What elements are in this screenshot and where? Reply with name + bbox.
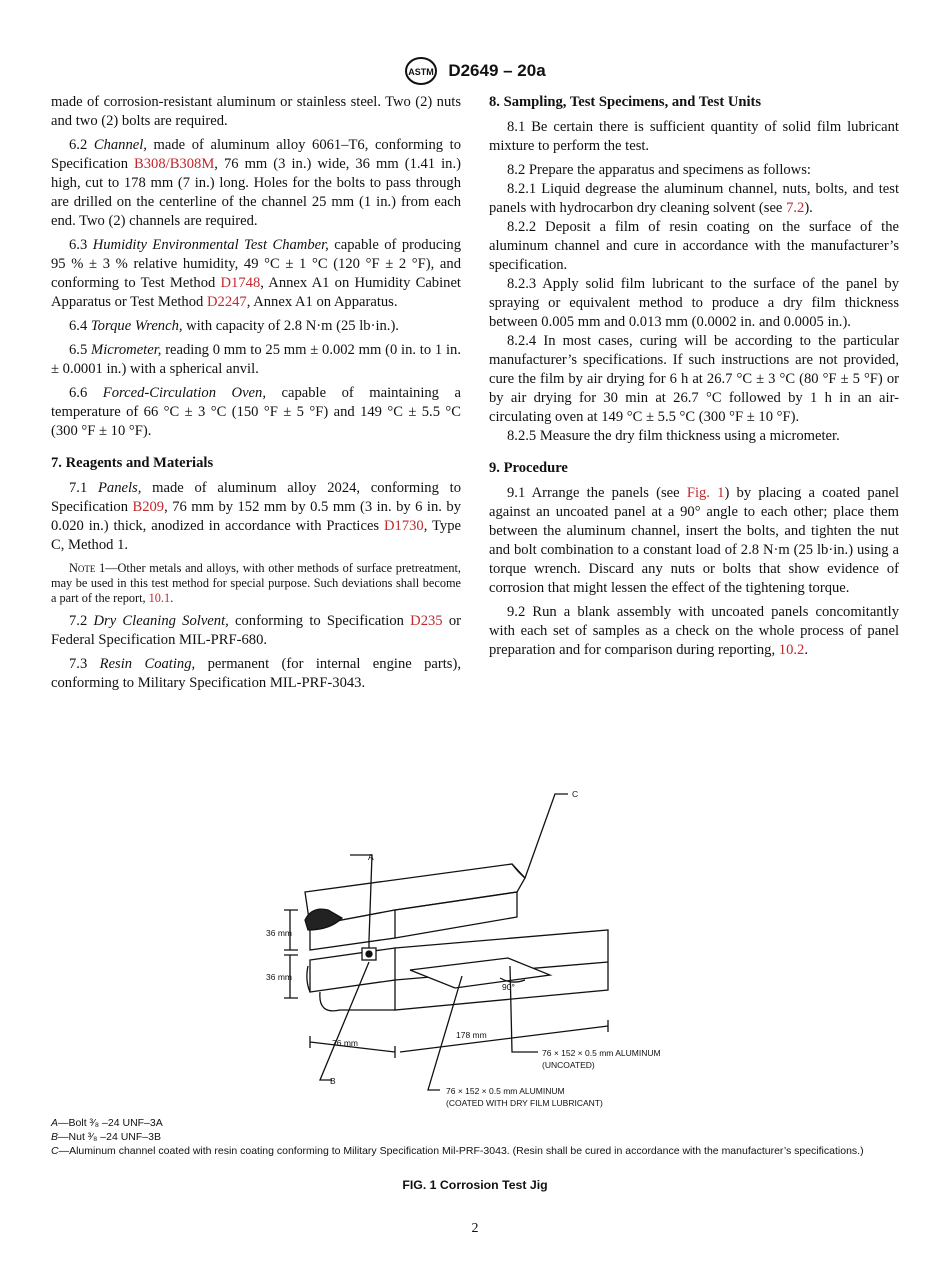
section-9-1: 9.1 Arrange the panels (see Fig. 1) by placing a coated panel against an uncoated panel at a 90° angle to each other; place them between the aluminum channel, insert the bolts, and tighten the nut and bolt combination to a constant load of 2.8 N·m (25 lb·in.) using a torque wrench. Discard any nuts or bolts that show evidence of corrosion that might lessen the effect of the tightening torque. xyxy=(489,485,900,596)
section-7-2: 7.2 Dry Cleaning Solvent, conforming to Specification D235 or Federal Specification MIL-PRF-680. xyxy=(51,613,462,648)
fig-uncoated-line1: 76 × 152 × 0.5 mm ALUMINUM xyxy=(542,1048,661,1058)
document-number: D2649 – 20a xyxy=(448,61,546,80)
paragraph-continued: made of corrosion-resistant aluminum or stainless steel. Two (2) nuts and two (2) bolts are required. xyxy=(51,94,461,129)
svg-text:ASTM: ASTM xyxy=(408,67,435,77)
corrosion-test-jig-figure xyxy=(250,780,710,1110)
fig-dim-76: 76 mm xyxy=(332,1038,358,1048)
section-8-2: 8.2 Prepare the apparatus and specimens as follows: xyxy=(507,162,811,178)
section-8-2-5: 8.2.5 Measure the dry film thickness using a micrometer. xyxy=(507,428,840,444)
fig-coated-line2: (COATED WITH DRY FILM LUBRICANT) xyxy=(446,1098,603,1108)
left-column xyxy=(51,93,461,698)
legend-a: A—Bolt ³⁄₈ –24 UNF–3A xyxy=(51,1117,163,1129)
ref-10-2[interactable]: 10.2 xyxy=(778,642,805,658)
section-6-5: 6.5 Micrometer, reading 0 mm to 25 mm ± 0.002 mm (0 in. to 1 in. ± 0.0001 in.) with a spherical anvil. xyxy=(51,342,461,377)
fig-dim-36-bottom: 36 mm xyxy=(266,972,292,982)
section-7-1: 7.1 Panels, made of aluminum alloy 2024, conforming to Specification B209, 76 mm by 152 mm by 0.5 mm (3 in. by 6 in. by 0.020 in.) thick, anodized in accordance with Practices D1730, Type C, Method 1. xyxy=(51,480,461,553)
fig-label-c: C xyxy=(572,789,579,799)
right-column xyxy=(489,93,899,665)
ref-d1730[interactable]: D1730 xyxy=(384,518,424,534)
note-1: Note 1—Other metals and alloys, with other methods of surface pretreatment, may be used in this test method for special purpose. Such deviations shall become a part of the report, 10.1. xyxy=(51,561,461,605)
page-number: 2 xyxy=(471,1221,479,1236)
heading-7: 7. Reagents and Materials xyxy=(51,455,214,471)
section-8-1: 8.1 Be certain there is sufficient quantity of solid film lubricant mixture to perform the test. xyxy=(489,119,899,154)
ref-b308[interactable]: B308/B308M xyxy=(134,156,215,172)
section-6-2: 6.2 Channel, made of aluminum alloy 6061–T6, conforming to Specification B308/B308M, 76 mm (3 in.) wide, 36 mm (1.41 in.) high, cut to 178 mm (7 in.) long. Holes for the bolts to pass through are drilled on the centerline of the channel 25 mm (1 in.) from each end. Two (2) channels are required. xyxy=(51,137,461,229)
section-7-3: 7.3 Resin Coating, permanent (for internal engine parts), conforming to Military Specification MIL-PRF-3043. xyxy=(51,656,461,691)
ref-d2247[interactable]: D2247 xyxy=(206,294,247,310)
fig-coated-line1: 76 × 152 × 0.5 mm ALUMINUM xyxy=(446,1086,565,1096)
fig-label-a: A xyxy=(368,852,374,862)
page-header xyxy=(0,56,950,86)
ref-d235[interactable]: D235 xyxy=(410,613,443,629)
section-6-6: 6.6 Forced-Circulation Oven, capable of maintaining a temperature of 66 °C ± 3 °C (150 °F ± 5 °F) and 149 °C ± 5.5 °C (300 °F ± 10 °F). xyxy=(51,385,461,439)
section-9-2: 9.2 Run a blank assembly with uncoated panels concomitantly with each set of samples as a check on the whole process of panel preparation and for comparison during reporting, 10.2. xyxy=(489,604,899,658)
ref-7-2[interactable]: 7.2 xyxy=(786,200,805,216)
section-8-2-2: 8.2.2 Deposit a film of resin coating on the surface of the aluminum channel and cure in accordance with the manufacturer’s specification. xyxy=(489,219,899,273)
ref-d1748[interactable]: D1748 xyxy=(220,275,261,291)
figure-legend xyxy=(51,1116,901,1158)
fig-label-b: B xyxy=(330,1076,336,1086)
ref-b209[interactable]: B209 xyxy=(132,499,165,515)
section-6-3: 6.3 Humidity Environmental Test Chamber, capable of producing 95 % ± 3 % relative humidity, 49 °C ± 1 °C (120 °F ± 2 °F), and conforming to Test Method D1748, Annex A1 on Humidity Cabinet Apparatus or Test Method D2247, Annex A1 on Apparatus. xyxy=(51,237,461,310)
figure-caption: FIG. 1 Corrosion Test Jig xyxy=(402,1178,548,1192)
legend-b: B—Nut ³⁄₈ –24 UNF–3B xyxy=(51,1131,161,1143)
legend-c: C—Aluminum channel coated with resin coating conforming to Military Specification Mil-PRF-3043. (Resin shall be cured in accordance with the manufacturer’s specifications.) xyxy=(51,1145,864,1157)
fig-angle-90: 90° xyxy=(502,982,515,992)
heading-8: 8. Sampling, Test Specimens, and Test Units xyxy=(489,94,762,110)
ref-fig-1[interactable]: Fig. 1 xyxy=(686,485,725,501)
fig-dim-36-top: 36 mm xyxy=(266,928,292,938)
astm-logo-icon xyxy=(404,56,438,86)
section-6-4: 6.4 Torque Wrench, with capacity of 2.8 N·m (25 lb·in.). xyxy=(69,318,399,334)
section-8-2-3: 8.2.3 Apply solid film lubricant to the surface of the panel by spraying or equivalent method to produce a dry film thickness between 0.005 mm and 0.013 mm (0.0002 in. and 0.0005 in.). xyxy=(489,276,899,330)
fig-uncoated-line2: (UNCOATED) xyxy=(542,1060,595,1070)
section-8-2-4: 8.2.4 In most cases, curing will be according to the particular manufacturer’s specifications. If such instructions are not provided, cure the film by air drying for 6 h at 26.7 °C ± 3 °C (80 °F ± 5 °F) or by air drying for 30 min at 26.7 °C followed by 1 h in an air-circulating oven at 149 °C ± 5.5 °C (300 °F ± 10 °F). xyxy=(489,333,899,425)
fig-dim-178: 178 mm xyxy=(456,1030,487,1040)
section-8-2-1: 8.2.1 Liquid degrease the aluminum channel, nuts, bolts, and test panels with hydrocarbon dry cleaning solvent (see 7.2). xyxy=(489,181,899,216)
ref-10-1[interactable]: 10.1 xyxy=(148,591,171,605)
heading-9: 9. Procedure xyxy=(489,460,568,476)
